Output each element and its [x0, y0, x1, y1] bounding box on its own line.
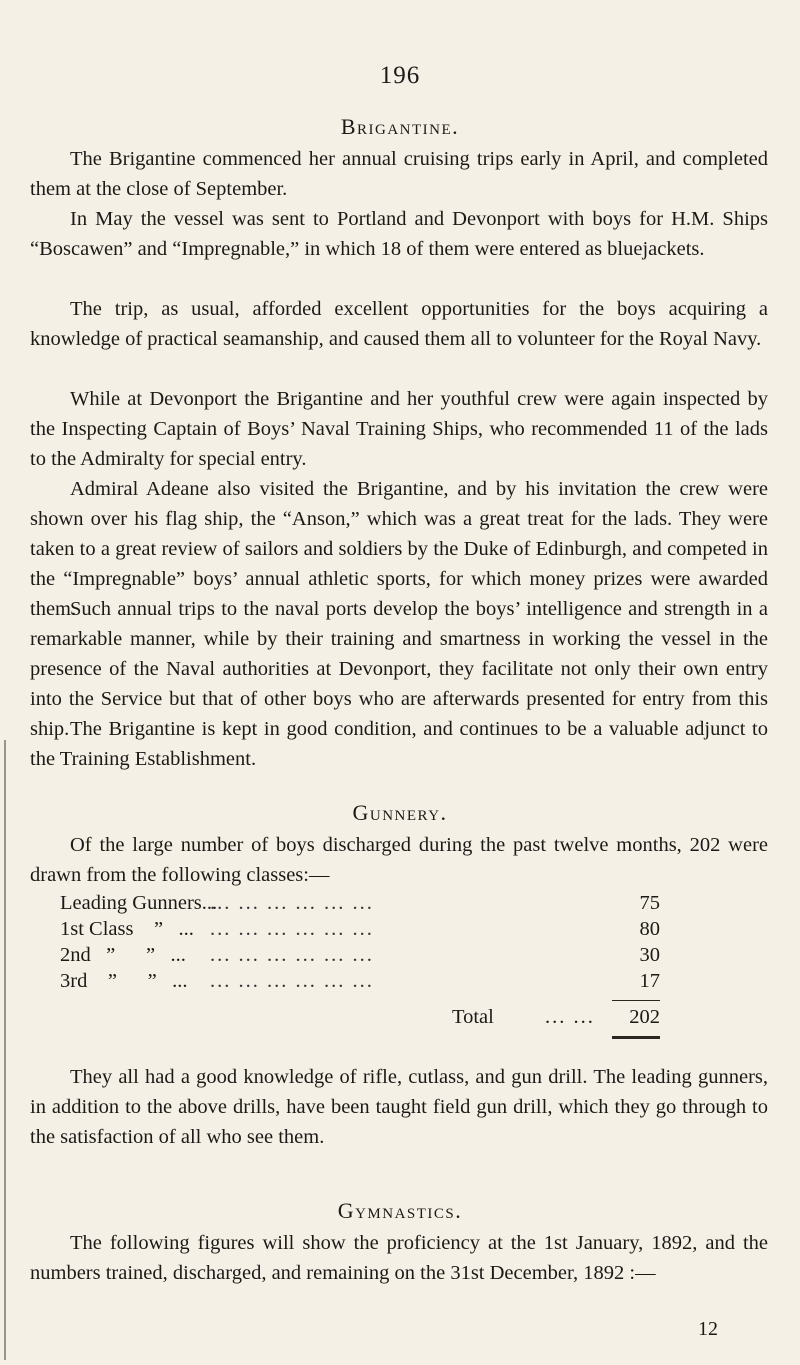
- row-label: 3rd ” ” ...: [60, 970, 188, 992]
- page-edge-line: [4, 740, 6, 1360]
- row-value: 30: [639, 944, 660, 966]
- row-value: 17: [639, 970, 660, 992]
- page-number: 196: [379, 62, 421, 89]
- signature-mark: 12: [698, 1318, 718, 1340]
- row-leader-dots: ... ... ... ... ... ...: [210, 970, 374, 992]
- brigantine-paragraph-4: While at Devonport the Brigantine and her youthful crew were again inspected by the Inspecting Captain of Boys’ Naval Training Ships, who recommended 11 of the lads to the Admiralty for special entry.: [30, 388, 768, 470]
- gunnery-intro: Of the large number of boys discharged during the past twelve months, 202 were drawn from the following classes:—: [30, 834, 768, 886]
- section-title-gymnastics: Gymnastics.: [337, 1198, 463, 1223]
- row-leader-dots: ... ... ... ... ... ...: [210, 944, 374, 966]
- gunnery-table-row: [60, 918, 660, 944]
- total-leader-dots: ... ...: [545, 1006, 595, 1028]
- brigantine-paragraph-6: Such annual trips to the naval ports develop the boys’ intelligence and strength in a remarkable manner, while by their training and smartness in working the vessel in the presence of the Naval authorities at Devonport, they facilitate not only their own entry into the Service but that of other boys who are afterwards presented for entry from this ship.: [30, 598, 768, 740]
- gunnery-total-row: [60, 1006, 660, 1032]
- gymnastics-intro: The following figures will show the proficiency at the 1st January, 1892, and the numbers trained, discharged, and remaining on the 31st December, 1892 :—: [30, 1232, 768, 1284]
- gunnery-closing-paragraph: They all had a good knowledge of rifle, cutlass, and gun drill. The leading gunners, in addition to the above drills, have been taught field gun drill, which they go through to the satisfaction of all who see them.: [30, 1066, 768, 1148]
- brigantine-paragraph-5: Admiral Adeane also visited the Brigantine, and by his invitation the crew were shown over his flag ship, the “Anson,” which was a great treat for the lads. They were taken to a great review of sailors and soldiers by the Duke of Edinburgh, and competed in the “Impregnable” boys’ annual athletic sports, for which money prizes were awarded them.: [30, 478, 768, 620]
- total-double-rule: [612, 1036, 660, 1039]
- section-title-brigantine: Brigantine.: [340, 114, 460, 139]
- brigantine-paragraph-7: The Brigantine is kept in good condition, and continues to be a valuable adjunct to the Training Establishment.: [30, 718, 768, 770]
- brigantine-paragraph-2: In May the vessel was sent to Portland and Devonport with boys for H.M. Ships “Boscawen” and “Impregnable,” in which 18 of them were entered as bluejackets.: [30, 208, 768, 260]
- gunnery-table-row: [60, 892, 660, 918]
- brigantine-paragraph-3: The trip, as usual, afforded excellent opportunities for the boys acquiring a knowledge of practical seamanship, and caused them all to volunteer for the Royal Navy.: [30, 298, 768, 350]
- brigantine-paragraph-1: The Brigantine commenced her annual cruising trips early in April, and completed them at the close of September.: [30, 148, 768, 200]
- row-leader-dots: ... ... ... ... ... ...: [210, 892, 374, 914]
- row-label: Leading Gunners...: [60, 892, 218, 914]
- gunnery-table-row: [60, 970, 660, 996]
- row-label: 1st Class ” ...: [60, 918, 194, 940]
- gunnery-table-row: [60, 944, 660, 970]
- row-value: 80: [639, 918, 660, 940]
- row-value: 75: [639, 892, 660, 914]
- total-value: 202: [629, 1006, 660, 1028]
- section-title-gunnery: Gunnery.: [352, 800, 448, 825]
- subtotal-rule: [612, 1000, 660, 1001]
- row-label: 2nd ” ” ...: [60, 944, 186, 966]
- total-label: Total: [452, 1006, 494, 1028]
- row-leader-dots: ... ... ... ... ... ...: [210, 918, 374, 940]
